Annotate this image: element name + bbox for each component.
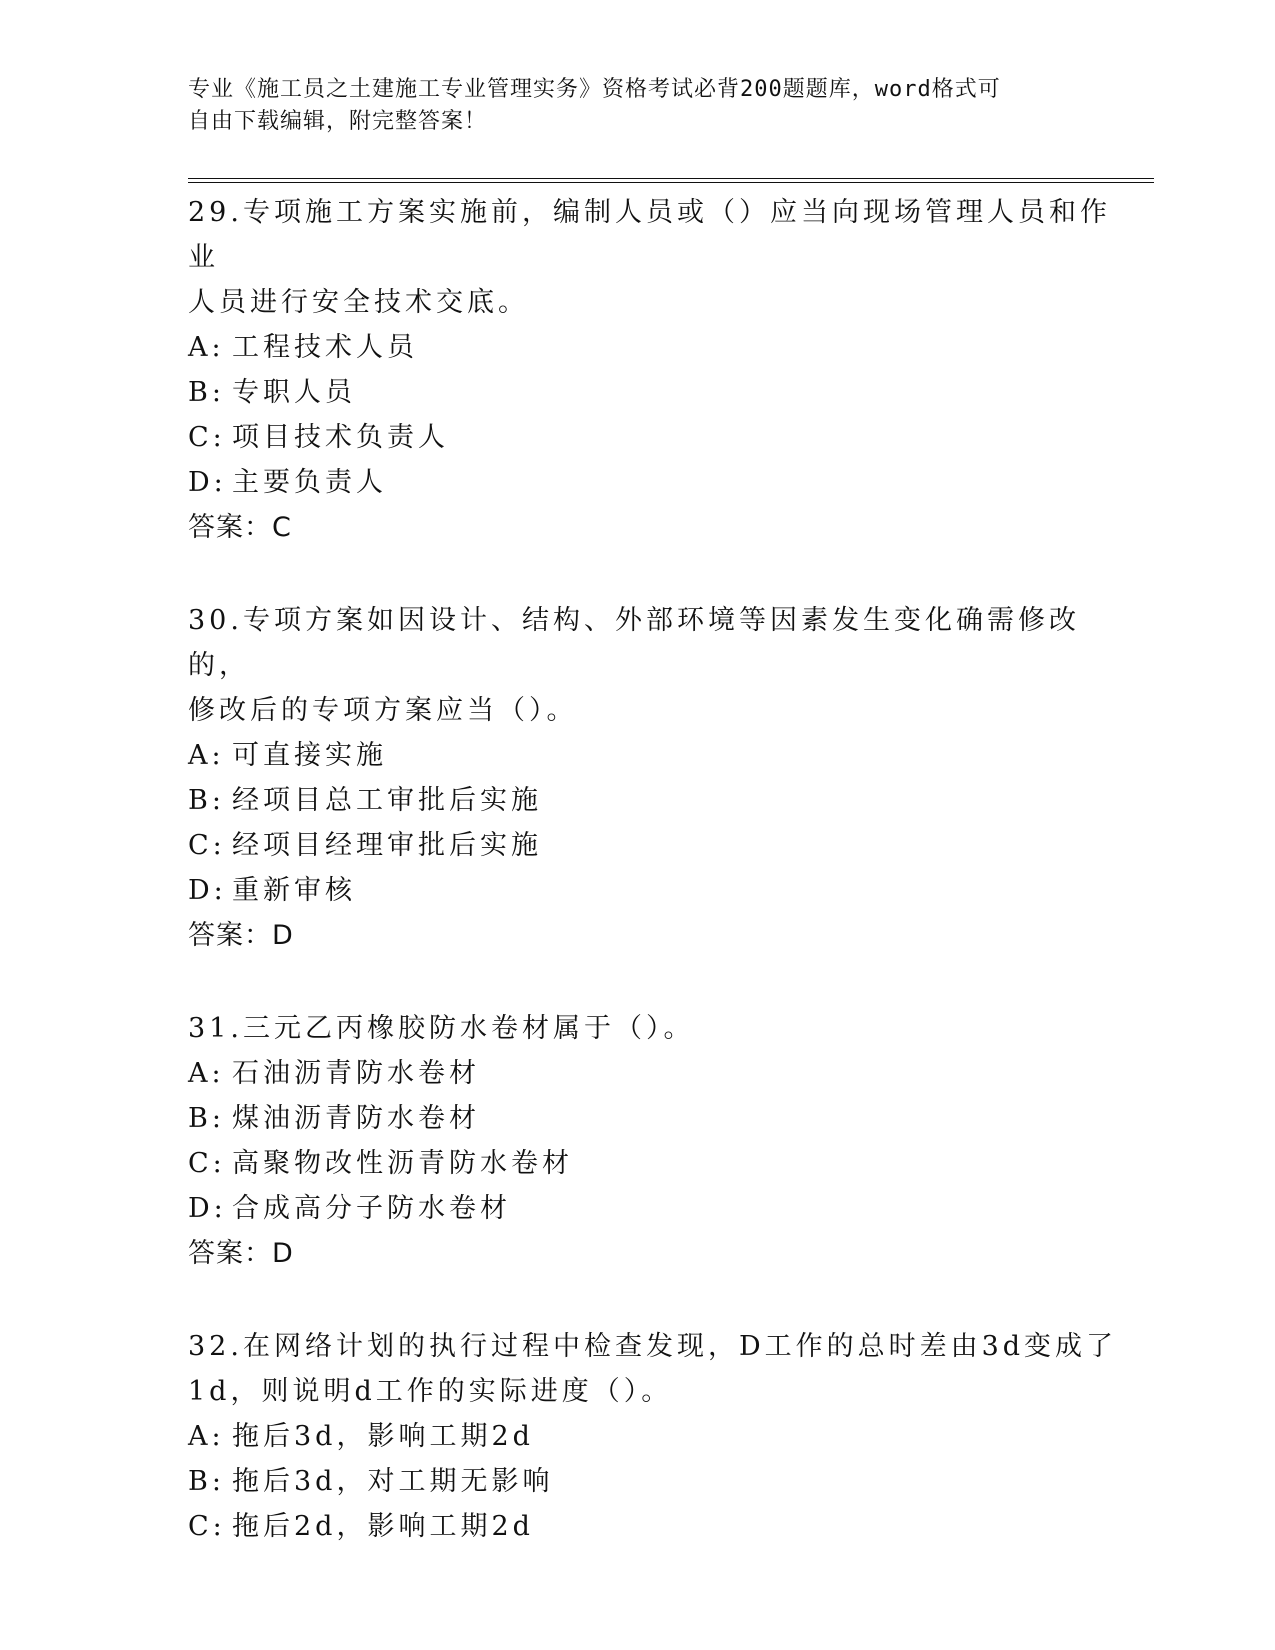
option-d	[188, 460, 1128, 505]
option-d	[188, 1186, 1128, 1231]
option-d	[188, 868, 1128, 913]
option-text: 合成高分子防水卷材	[232, 1193, 511, 1224]
question-29	[188, 190, 1128, 550]
header-line-2: 自由下载编辑，附完整答案！	[188, 109, 488, 134]
option-text: 高聚物改性沥青防水卷材	[232, 1148, 573, 1179]
question-stem	[188, 1324, 1128, 1414]
answer-label: 答案：D	[188, 920, 294, 951]
question-spacer	[188, 1276, 1128, 1324]
option-c	[188, 1504, 1128, 1549]
option-b	[188, 1459, 1128, 1504]
option-letter: C:	[188, 1511, 226, 1542]
option-text: 拖后2d，影响工期2d	[232, 1511, 534, 1542]
option-text: 经项目经理审批后实施	[232, 830, 542, 861]
question-stem-line-1: 32.在网络计划的执行过程中检查发现，D工作的总时差由3d变成了	[188, 1331, 1118, 1362]
option-letter: C:	[188, 830, 226, 861]
option-text: 拖后3d，对工期无影响	[232, 1466, 554, 1497]
option-text: 重新审核	[232, 875, 356, 906]
option-c	[188, 1141, 1128, 1186]
option-c	[188, 415, 1128, 460]
option-letter: D:	[188, 467, 227, 498]
question-stem-line-2: 修改后的专项方案应当（）。	[188, 695, 578, 726]
question-30	[188, 598, 1128, 958]
option-a	[188, 1414, 1128, 1459]
answer-label: 答案：D	[188, 1238, 294, 1269]
question-stem-line-1: 30.专项方案如因设计、结构、外部环境等因素发生变化确需修改的，	[188, 605, 1080, 681]
option-letter: B:	[188, 785, 225, 816]
option-text: 项目技术负责人	[232, 422, 449, 453]
header-divider	[188, 178, 1154, 183]
option-letter: B:	[188, 1466, 225, 1497]
document-header	[188, 74, 1088, 138]
option-letter: D:	[188, 875, 227, 906]
option-a	[188, 733, 1128, 778]
option-b	[188, 1096, 1128, 1141]
option-text: 煤油沥青防水卷材	[232, 1103, 480, 1134]
option-text: 专职人员	[232, 377, 356, 408]
question-stem-line-1: 29.专项施工方案实施前，编制人员或（）应当向现场管理人员和作业	[188, 197, 1111, 273]
question-stem	[188, 598, 1128, 733]
question-spacer	[188, 958, 1128, 1006]
option-text: 主要负责人	[232, 467, 387, 498]
answer-label: 答案：C	[188, 512, 292, 543]
question-stem	[188, 1006, 1128, 1051]
question-stem-line-2: 人员进行安全技术交底。	[188, 287, 529, 318]
option-b	[188, 778, 1128, 823]
option-text: 可直接实施	[232, 740, 387, 771]
question-32	[188, 1324, 1128, 1549]
option-letter: C:	[188, 1148, 226, 1179]
option-text: 石油沥青防水卷材	[232, 1058, 480, 1089]
option-letter: B:	[188, 1103, 225, 1134]
option-letter: B:	[188, 377, 225, 408]
option-text: 经项目总工审批后实施	[232, 785, 542, 816]
question-31	[188, 1006, 1128, 1276]
option-letter: D:	[188, 1193, 227, 1224]
option-letter: A:	[188, 332, 225, 363]
option-a	[188, 325, 1128, 370]
question-stem-line-1: 31.三元乙丙橡胶防水卷材属于（）。	[188, 1013, 695, 1044]
option-text: 工程技术人员	[232, 332, 418, 363]
question-stem-line-2: 1d，则说明d工作的实际进度（）。	[188, 1376, 673, 1407]
option-letter: A:	[188, 1421, 225, 1452]
question-list	[188, 190, 1128, 1549]
option-a	[188, 1051, 1128, 1096]
header-line-1: 专业《施工员之土建施工专业管理实务》资格考试必背200题题库，word格式可	[188, 77, 1001, 102]
option-c	[188, 823, 1128, 868]
option-letter: A:	[188, 1058, 225, 1089]
option-text: 拖后3d，影响工期2d	[232, 1421, 534, 1452]
question-stem	[188, 190, 1128, 325]
option-letter: A:	[188, 740, 225, 771]
question-spacer	[188, 550, 1128, 598]
option-letter: C:	[188, 422, 226, 453]
option-b	[188, 370, 1128, 415]
